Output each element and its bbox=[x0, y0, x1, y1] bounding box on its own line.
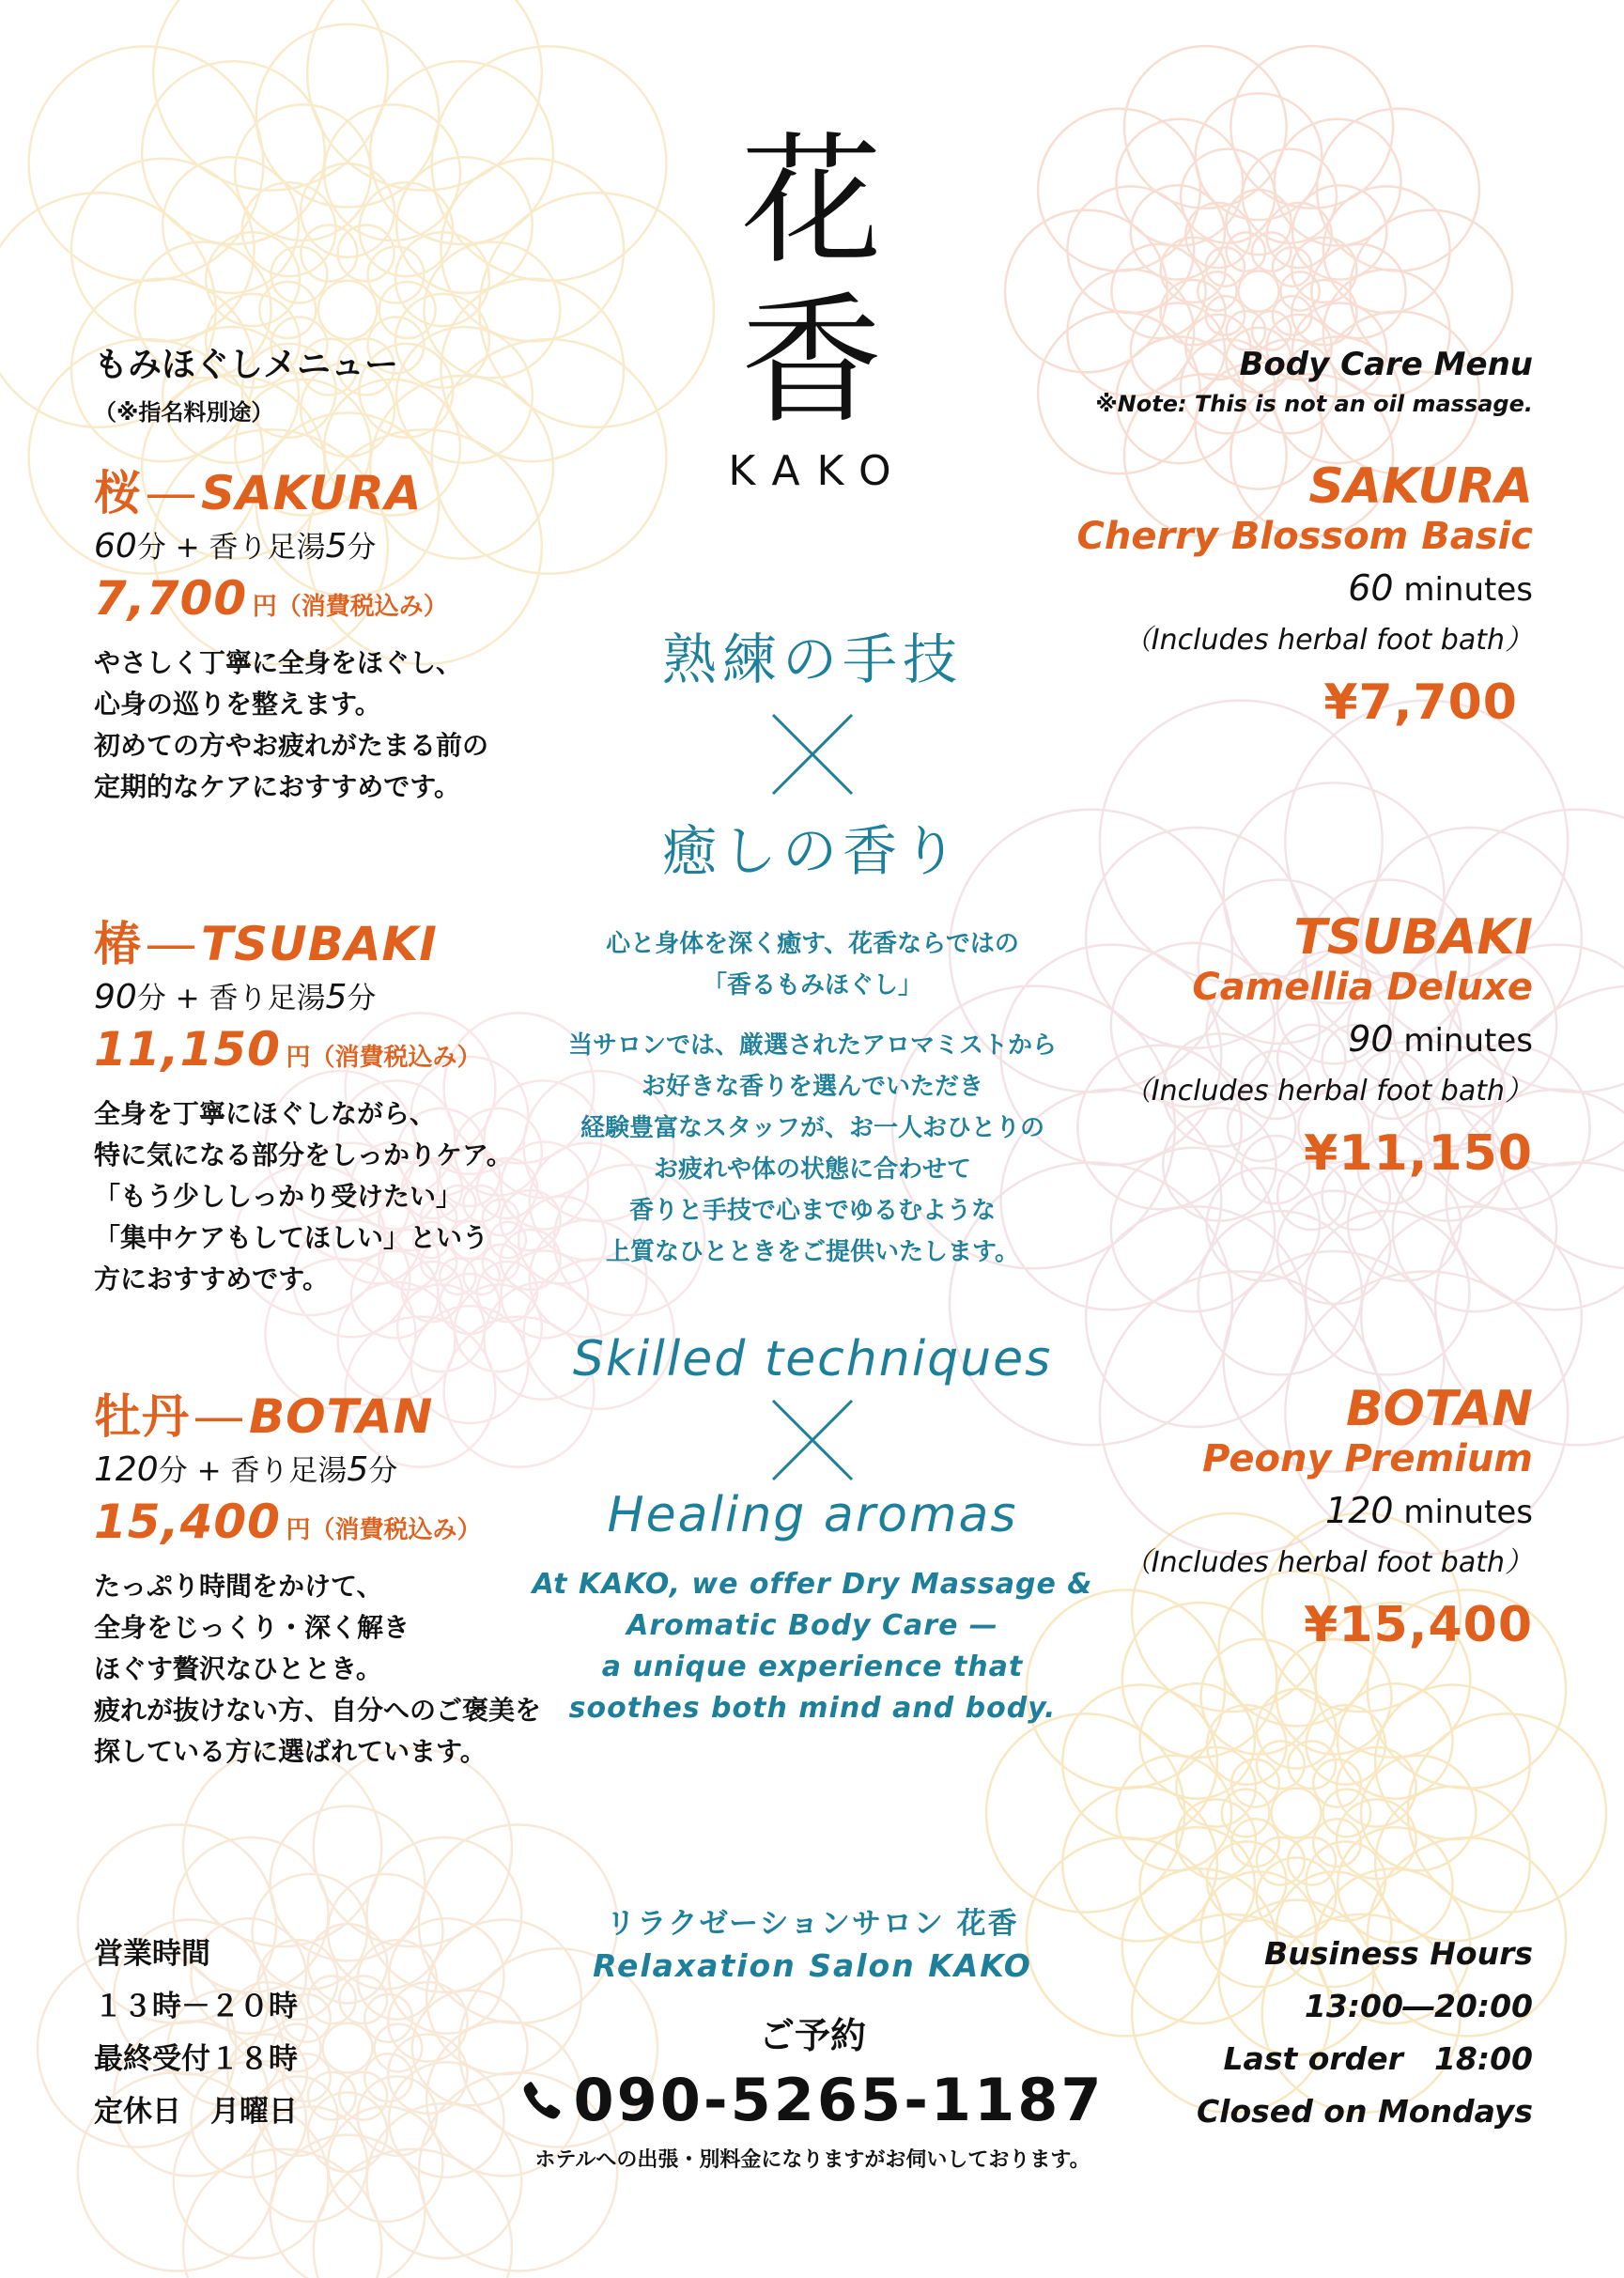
center-en-line1: Skilled techniques bbox=[572, 1331, 1053, 1387]
phone-number[interactable]: 090-5265-1187 bbox=[451, 2066, 1174, 2134]
menu-item-tsubaki-en bbox=[1123, 909, 1533, 1182]
menu-en-price: ¥7,700 bbox=[1323, 674, 1518, 731]
center-jp-line2: 癒しの香り bbox=[661, 819, 963, 883]
outcall-note: ホテルへの出張・別料金になりますがお伺いしております。 bbox=[534, 2148, 1090, 2172]
menu-en-minutes: 120 minutes bbox=[1325, 1490, 1533, 1531]
menu-en-subtitle: Camellia Deluxe bbox=[1192, 966, 1533, 1009]
menu-description: 全身を丁寧にほぐしながら、 特に気になる部分をしっかりケア。 「もう少ししっかり受けたい」 「集中ケアもしてほしい」という 方におすすめです。 bbox=[94, 1098, 513, 1294]
menu-title bbox=[94, 456, 620, 523]
menu-en-includes: （Includes herbal foot bath） bbox=[1122, 624, 1533, 657]
menu-en-title: SAKURA bbox=[1308, 458, 1533, 515]
menu-en-subtitle: Cherry Blossom Basic bbox=[1076, 515, 1533, 558]
menu-title-dash: ― bbox=[147, 917, 195, 971]
cross-icon bbox=[766, 1393, 859, 1487]
reservation-label: ご予約 bbox=[758, 2015, 866, 2056]
center-en-body: At KAKO, we offer Dry Massage & Aromatic Body Care — a unique experience that soothes both mind and body. bbox=[532, 1568, 1093, 1725]
menu-en-minutes: 60 minutes bbox=[1348, 567, 1533, 609]
menu-duration: 90分 + 香り足湯5分 bbox=[94, 978, 377, 1016]
menu-en-price: ¥15,400 bbox=[1304, 1597, 1533, 1653]
center-jp-line1: 熟練の手技 bbox=[661, 628, 963, 691]
menu-description: やさしく丁寧に全身をほぐし、 心身の巡りを整えます。 初めての方やお疲れがたまる前の 定期的なケアにおすすめです。 bbox=[94, 647, 489, 802]
business-hours-en: Business Hours 13:00―20:00 Last order 18:00 Closed on Mondays bbox=[1196, 1935, 1533, 2130]
menu-en-title: BOTAN bbox=[1345, 1381, 1533, 1437]
menu-en-price: ¥11,150 bbox=[1304, 1125, 1533, 1182]
menu-price: 7,700 円（消費税込み） bbox=[94, 571, 448, 626]
right-header-note: ※Note: This is not an oil massage. bbox=[1095, 391, 1533, 417]
salon-name-en: Relaxation Salon KAKO bbox=[593, 1947, 1032, 1984]
menu-en-minutes: 90 minutes bbox=[1348, 1018, 1533, 1060]
center-en-line2: Healing aromas bbox=[607, 1487, 1018, 1543]
menu-title-jp: 椿 bbox=[94, 917, 142, 971]
logo-kanji-top: 花 bbox=[740, 120, 882, 284]
salon-name-jp: リラクゼーションサロン 花香 bbox=[606, 1907, 1019, 1941]
menu-description: たっぷり時間をかけて、 全身をじっくり・深く解き ほぐす贅沢なひととき。 疲れが抜けない方、自分へのご褒美を 探している方に選ばれています。 bbox=[94, 1571, 542, 1767]
menu-title-dash: ― bbox=[147, 466, 195, 520]
menu-en-subtitle: Peony Premium bbox=[1202, 1437, 1533, 1480]
menu-price: 11,150 円（消費税込み） bbox=[94, 1022, 482, 1077]
center-concept bbox=[498, 615, 1127, 1729]
menu-title-en: SAKURA bbox=[201, 466, 423, 520]
cross-icon bbox=[766, 707, 859, 801]
menu-title-jp: 牡丹 bbox=[94, 1389, 190, 1444]
right-header-title: Body Care Menu bbox=[1239, 346, 1533, 383]
menu-title-jp: 桜 bbox=[94, 466, 142, 520]
menu-en-title: TSUBAKI bbox=[1293, 909, 1533, 966]
menu-title-en: BOTAN bbox=[249, 1389, 434, 1444]
menu-duration: 120分 + 香り足湯5分 bbox=[94, 1450, 398, 1489]
logo bbox=[671, 122, 952, 495]
left-header bbox=[94, 338, 398, 426]
right-header bbox=[1095, 346, 1533, 417]
phone-icon bbox=[520, 2076, 564, 2125]
menu-item-botan-en bbox=[1123, 1381, 1533, 1653]
menu-en-includes: （Includes herbal foot bath） bbox=[1122, 1075, 1533, 1108]
menu-title-dash: ― bbox=[195, 1389, 243, 1444]
menu-price: 15,400 円（消費税込み） bbox=[94, 1495, 482, 1549]
logo-romaji: KAKO bbox=[728, 447, 908, 495]
menu-title-en: TSUBAKI bbox=[201, 917, 438, 971]
center-jp-body: 当サロンでは、厳選されたアロマミストから お好きな香りを選んでいただき 経験豊富なスタッフが、お一人おひとりの お疲れや体の状態に合わせて 香りと手技で心までゆるむような 上質なひとときをご提供いたします。 bbox=[567, 1031, 1057, 1266]
center-jp-lead: 心と身体を深く癒す、花香ならではの 「香るもみほぐし」 bbox=[606, 930, 1019, 1000]
contact-block bbox=[451, 1899, 1174, 2173]
menu-en-includes: （Includes herbal foot bath） bbox=[1122, 1546, 1533, 1579]
logo-kanji-bottom: 香 bbox=[740, 280, 882, 443]
menu-duration: 60分 + 香り足湯5分 bbox=[94, 527, 377, 566]
menu-item-sakura-en bbox=[1076, 458, 1533, 731]
business-hours-jp: 営業時間 １３時－２０時 最終受付１８時 定休日 月曜日 bbox=[94, 1937, 298, 2129]
left-header-note: （※指名料別途） bbox=[94, 399, 274, 426]
left-header-title: もみほぐしメニュー bbox=[94, 346, 399, 384]
